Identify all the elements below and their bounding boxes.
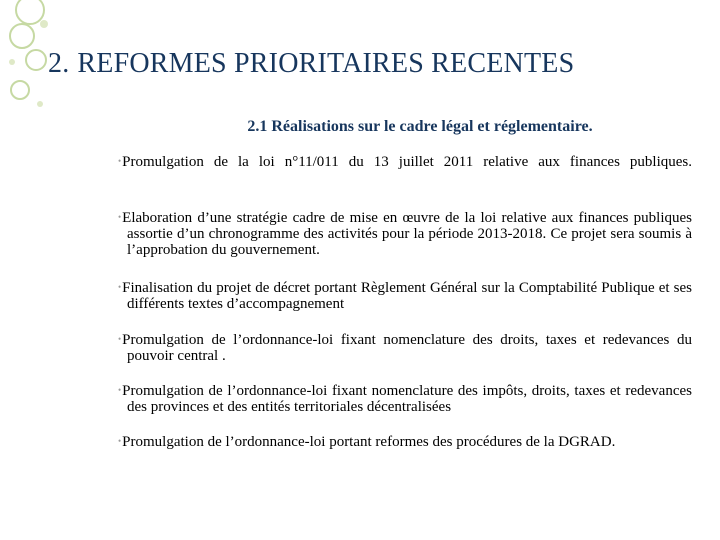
dot-1 <box>40 20 48 28</box>
ring-1 <box>16 0 44 24</box>
slide-subtitle: 2.1 Réalisations sur le cadre légal et réglementaire. <box>247 118 593 135</box>
decorative-rings <box>0 0 60 540</box>
list-item <box>118 209 692 258</box>
ring-4 <box>11 81 29 99</box>
list-item-text: Promulgation de l’ordonnance-loi portant reformes des procédures de la DGRAD. <box>122 434 616 450</box>
list-item <box>118 153 692 170</box>
title-text: REFORMES PRIORITAIRES RECENTES <box>77 48 575 79</box>
list-item-text: Elaboration d’une stratégie cadre de mise en œuvre de la loi relative aux finances publiques assortie d’un chronogramme des activités pour la période 2013-2018. Ce projet sera soumis à l’approbation du gouvernement. <box>122 210 692 258</box>
list-item-text: Promulgation de la loi n°11/011 du 13 juillet 2011 relative aux finances publiques. <box>122 154 692 170</box>
ring-2 <box>10 24 34 48</box>
dot-2 <box>9 59 15 65</box>
list-item-text: Promulgation de l’ordonnance-loi fixant nomenclature des impôts, droits, taxes et redevances des provinces et des entités territoriales décentralisées <box>122 383 692 415</box>
bullet-icon: • <box>118 282 122 292</box>
list-item <box>118 331 692 364</box>
ring-3 <box>26 50 46 70</box>
bullet-icon: • <box>118 156 122 166</box>
bullet-icon: • <box>118 436 122 446</box>
bullet-icon: • <box>118 212 122 222</box>
list-item-text: Finalisation du projet de décret portant Règlement Général sur la Comptabilité Publique et ses différents textes d’accompagnement <box>122 280 692 312</box>
section-number: 2. <box>48 48 70 79</box>
dot-3 <box>37 101 43 107</box>
list-item <box>118 433 692 450</box>
list-item <box>118 382 692 415</box>
list-item-text: Promulgation de l’ordonnance-loi fixant nomenclature des droits, taxes et redevances du pouvoir central . <box>122 332 692 364</box>
bullet-icon: • <box>118 385 122 395</box>
slide-title <box>48 48 708 80</box>
bullet-icon: • <box>118 334 122 344</box>
list-item <box>118 279 692 312</box>
